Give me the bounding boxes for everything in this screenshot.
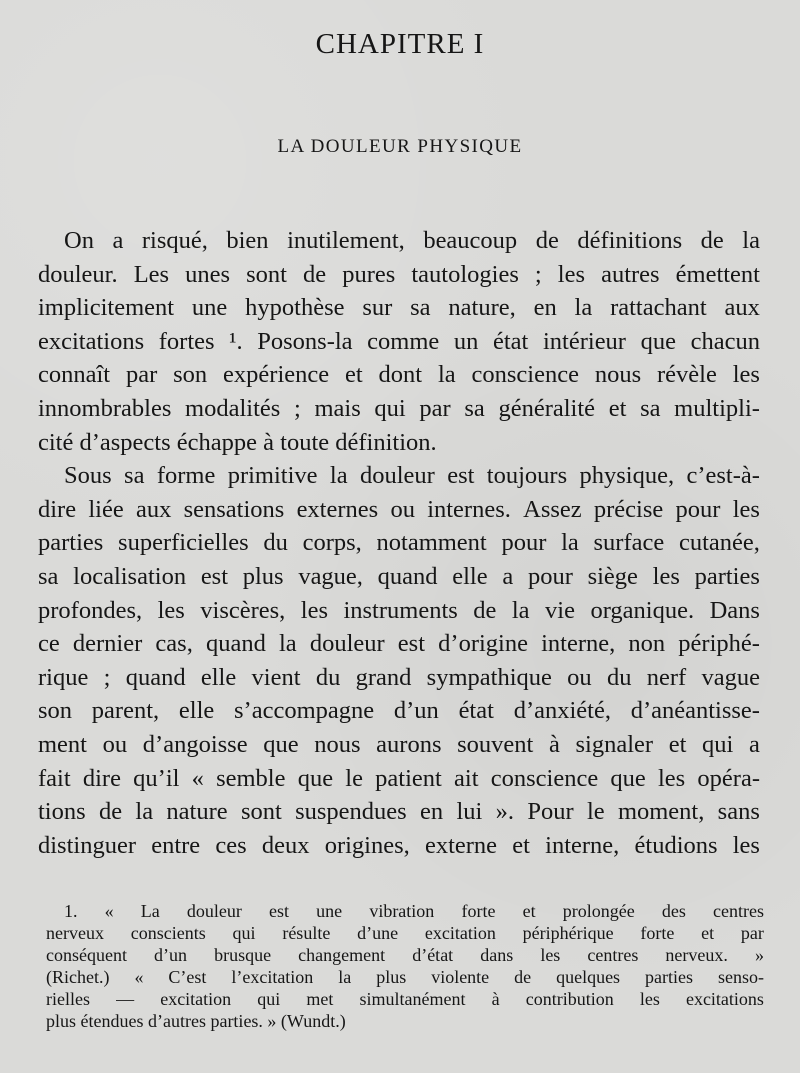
chapter-title: CHAPITRE I: [315, 28, 485, 60]
footnote-line: conséquent d’un brusque changement d’état dans les centres nerveux. »: [46, 945, 764, 965]
text-line: fait dire qu’il « semble que le patient ait conscience que les opéra-: [38, 764, 760, 792]
footnote-line: plus étendues d’autres parties. » (Wundt.): [46, 1011, 346, 1031]
text-line: rique ; quand elle vient du grand sympathique ou du nerf vague: [38, 663, 760, 691]
text-line: dire liée aux sensations externes ou internes. Assez précise pour les: [38, 495, 760, 523]
text-line: profondes, les viscères, les instruments de la vie organique. Dans: [38, 596, 760, 624]
footnote-line: (Richet.) « C’est l’excitation la plus violente de quelques parties senso-: [46, 967, 764, 987]
text-line: parties superficielles du corps, notamment pour la surface cutanée,: [38, 529, 760, 557]
footnotes: [46, 900, 764, 1032]
body-text: [38, 224, 760, 862]
text-line: implicitement une hypothèse sur sa nature, en la rattachant aux: [38, 294, 760, 322]
footnote-line: rielles — excitation qui met simultanément à contribution les excitations: [46, 989, 764, 1009]
footnote-line: nerveux conscients qui résulte d’une excitation périphérique forte et par: [46, 923, 764, 943]
text-line: tions de la nature sont suspendues en lui ». Pour le moment, sans: [38, 798, 760, 826]
text-line: son parent, elle s’accompagne d’un état d’anxiété, d’anéantisse-: [38, 697, 760, 725]
text-line: distinguer entre ces deux origines, externe et interne, étudions les: [38, 831, 760, 859]
text-line: sa localisation est plus vague, quand elle a pour siège les parties: [38, 562, 760, 590]
text-line: On a risqué, bien inutilement, beaucoup de définitions de la: [64, 227, 760, 254]
text-line: excitations fortes ¹. Posons-la comme un état intérieur que chacun: [38, 327, 760, 355]
text-line: ce dernier cas, quand la douleur est d’origine interne, non périphé-: [38, 630, 760, 658]
footnote-line: 1. « La douleur est une vibration forte et prolongée des centres: [64, 901, 764, 921]
text-line: cité d’aspects échappe à toute définition.: [38, 428, 437, 456]
text-line: Sous sa forme primitive la douleur est toujours physique, c’est-à-: [64, 462, 760, 490]
text-line: connaît par son expérience et dont la conscience nous révèle les: [38, 361, 760, 389]
section-title: LA DOULEUR PHYSIQUE: [277, 136, 523, 157]
text-line: ment ou d’angoisse que nous aurons souvent à signaler et qui a: [38, 730, 760, 758]
text-line: innombrables modalités ; mais qui par sa généralité et sa multipli-: [38, 394, 760, 422]
text-line: douleur. Les unes sont de pures tautologies ; les autres émettent: [38, 260, 760, 288]
